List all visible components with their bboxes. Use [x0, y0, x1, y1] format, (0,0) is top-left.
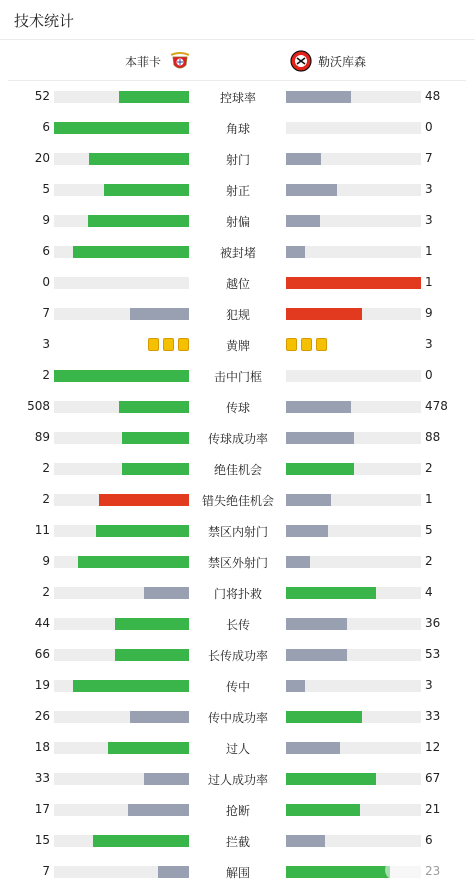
- away-stat-bar: [286, 153, 421, 165]
- home-stat-bar-fill: [96, 525, 189, 537]
- stat-label: 长传: [225, 618, 250, 632]
- yellow-card-icon: [316, 338, 327, 351]
- stat-row: [0, 639, 475, 670]
- home-stat-bar: [54, 91, 189, 103]
- home-stat-bar-fill: [130, 308, 189, 320]
- away-stat-value: 0: [425, 120, 433, 134]
- yellow-card-icon: [301, 338, 312, 351]
- away-stat-value: 1: [425, 244, 433, 258]
- home-stat-value: 18: [34, 740, 50, 754]
- away-stat-bar-fill: [286, 742, 340, 754]
- home-stat-value: 44: [34, 616, 50, 630]
- away-stat-bar-fill: [286, 556, 310, 568]
- home-stat-bar: [54, 649, 189, 661]
- home-stat-value: 508: [27, 399, 50, 413]
- home-stat-value: 9: [42, 213, 50, 227]
- home-stat-bar-fill: [128, 804, 189, 816]
- away-stat-bar: [286, 308, 421, 320]
- away-stat-value: 67: [425, 771, 441, 785]
- away-stat-value: 3: [425, 213, 433, 227]
- away-stat-bar: [286, 556, 421, 568]
- away-stat-bar: [286, 773, 421, 785]
- home-stat-bar: [54, 556, 189, 568]
- away-stat-bar: [286, 215, 421, 227]
- home-stat-value: 52: [34, 89, 50, 103]
- stat-row: [0, 763, 475, 794]
- home-stat-bar-fill: [122, 432, 190, 444]
- home-stat-bar: [54, 401, 189, 413]
- away-stat-bar-fill: [286, 587, 376, 599]
- stat-row: [0, 794, 475, 825]
- yellow-card-icon: [178, 338, 189, 351]
- yellow-card-icon: [148, 338, 159, 351]
- away-stat-value: 478: [425, 399, 448, 413]
- home-stat-bar: [54, 370, 189, 382]
- away-stat-bar-fill: [286, 463, 354, 475]
- home-stat-bar: [54, 432, 189, 444]
- home-stat-bar: [54, 277, 189, 289]
- home-stat-bar-fill: [88, 215, 189, 227]
- away-stat-bar-fill: [286, 804, 360, 816]
- away-stat-bar: [286, 618, 421, 630]
- home-stat-bar: [54, 711, 189, 723]
- stat-row: [0, 236, 475, 267]
- stat-row: [0, 422, 475, 453]
- away-stat-bar: [286, 401, 421, 413]
- leverkusen-crest-icon: [290, 50, 312, 72]
- home-stat-value: 2: [42, 492, 50, 506]
- home-stat-bar-fill: [73, 246, 189, 258]
- stat-row: [0, 112, 475, 143]
- away-stat-bar: [286, 91, 421, 103]
- stat-row: [0, 267, 475, 298]
- home-stat-bar: [54, 804, 189, 816]
- home-team[interactable]: [125, 50, 191, 72]
- home-stat-value: 6: [42, 244, 50, 258]
- yellow-card-icon: [163, 338, 174, 351]
- away-stat-bar: [286, 494, 421, 506]
- home-stat-bar: [54, 308, 189, 320]
- home-yellow-cards: [148, 338, 189, 351]
- home-stat-bar: [54, 525, 189, 537]
- away-stat-bar-fill: [286, 866, 390, 878]
- home-stat-bar-fill: [144, 587, 189, 599]
- stat-label: 拦截: [225, 835, 250, 849]
- away-stat-bar: [286, 835, 421, 847]
- home-stat-bar-fill: [89, 153, 189, 165]
- away-stat-bar-fill: [286, 215, 320, 227]
- home-stat-value: 11: [34, 523, 50, 537]
- home-stat-bar: [54, 153, 189, 165]
- away-stat-bar-fill: [286, 401, 351, 413]
- away-stat-bar-fill: [286, 153, 321, 165]
- home-stat-value: 33: [34, 771, 50, 785]
- home-stat-bar: [54, 122, 189, 134]
- stat-row: [0, 484, 475, 515]
- away-stat-value: 7: [425, 151, 433, 165]
- stat-row: [0, 329, 475, 360]
- away-stat-value: 88: [425, 430, 441, 444]
- away-stat-bar-fill: [286, 618, 347, 630]
- away-team[interactable]: [290, 50, 366, 72]
- watermark: [385, 860, 465, 880]
- home-stat-bar-fill: [108, 742, 189, 754]
- home-stat-bar-fill: [115, 649, 189, 661]
- away-stat-bar: [286, 246, 421, 258]
- stat-row: [0, 577, 475, 608]
- stat-row: [0, 732, 475, 763]
- benfica-crest-icon: [169, 50, 191, 72]
- home-stat-value: 26: [34, 709, 50, 723]
- stat-label: 传球成功率: [207, 432, 268, 446]
- away-stat-value: 3: [425, 337, 433, 351]
- stat-label: 过人成功率: [207, 773, 268, 787]
- home-stat-value: 0: [42, 275, 50, 289]
- home-stat-bar: [54, 742, 189, 754]
- stat-label: 被封堵: [219, 246, 256, 260]
- away-stat-bar-fill: [286, 649, 347, 661]
- home-stat-value: 19: [34, 678, 50, 692]
- away-stat-value: 1: [425, 492, 433, 506]
- home-team-name: 本菲卡: [125, 54, 162, 69]
- away-stat-value: 2: [425, 554, 433, 568]
- home-stat-value: 17: [34, 802, 50, 816]
- away-stat-value: 4: [425, 585, 433, 599]
- away-stat-bar: [286, 680, 421, 692]
- away-stat-bar: [286, 184, 421, 196]
- away-stat-bar-fill: [286, 494, 331, 506]
- stat-label: 解围: [225, 866, 250, 880]
- home-stat-value: 89: [34, 430, 50, 444]
- away-stat-value: 3: [425, 182, 433, 196]
- stat-label: 传中: [225, 680, 250, 694]
- home-stat-value: 20: [34, 151, 50, 165]
- stat-label: 门将扑救: [213, 587, 262, 601]
- home-stat-value: 7: [42, 306, 50, 320]
- away-stat-value: 12: [425, 740, 441, 754]
- stat-row: [0, 670, 475, 701]
- home-stat-value: 9: [42, 554, 50, 568]
- stat-row: [0, 174, 475, 205]
- stat-label: 抢断: [225, 804, 250, 818]
- stat-label: 传中成功率: [207, 711, 268, 725]
- away-stat-bar: [286, 711, 421, 723]
- home-stat-bar-fill: [104, 184, 189, 196]
- away-stat-bar-fill: [286, 308, 362, 320]
- home-stat-bar-fill: [122, 463, 190, 475]
- stat-label: 绝佳机会: [213, 463, 262, 477]
- away-stat-bar: [286, 649, 421, 661]
- away-stat-bar: [286, 122, 421, 134]
- away-stat-bar: [286, 370, 421, 382]
- header: [0, 0, 475, 40]
- away-stat-value: 1: [425, 275, 433, 289]
- home-stat-bar-fill: [130, 711, 189, 723]
- stat-label: 击中门框: [213, 370, 262, 384]
- stat-label: 长传成功率: [207, 649, 268, 663]
- away-stat-value: 0: [425, 368, 433, 382]
- stat-label: 传球: [225, 401, 250, 415]
- teams-bar: [8, 41, 466, 81]
- stat-label: 错失绝佳机会: [201, 494, 274, 508]
- away-stat-bar: [286, 742, 421, 754]
- away-stat-bar-fill: [286, 835, 325, 847]
- page-title: 技术统计: [14, 12, 75, 30]
- away-team-name: 勒沃库森: [318, 54, 367, 69]
- home-stat-value: 15: [34, 833, 50, 847]
- away-stat-bar: [286, 525, 421, 537]
- home-stat-value: 6: [42, 120, 50, 134]
- away-stat-bar: [286, 432, 421, 444]
- away-stat-value: 5: [425, 523, 433, 537]
- home-stat-bar-fill: [158, 866, 189, 878]
- home-stat-bar: [54, 866, 189, 878]
- stat-label: 过人: [225, 742, 250, 756]
- home-stat-bar: [54, 246, 189, 258]
- away-stat-value: 3: [425, 678, 433, 692]
- stat-row: [0, 701, 475, 732]
- home-stat-bar-fill: [144, 773, 189, 785]
- stat-label: 黄牌: [225, 339, 250, 353]
- stat-label: 射门: [225, 153, 250, 167]
- away-yellow-cards: [286, 338, 327, 351]
- stat-row: [0, 515, 475, 546]
- away-stat-bar: [286, 587, 421, 599]
- home-stat-value: 2: [42, 368, 50, 382]
- away-stat-value: 6: [425, 833, 433, 847]
- stat-row: [0, 81, 475, 112]
- away-stat-bar-fill: [286, 773, 376, 785]
- stat-label: 射正: [225, 184, 250, 198]
- home-stat-value: 3: [42, 337, 50, 351]
- stat-label: 越位: [225, 277, 250, 291]
- stat-label: 犯规: [225, 308, 250, 322]
- stat-row: [0, 453, 475, 484]
- stat-row: [0, 143, 475, 174]
- stat-row: [0, 298, 475, 329]
- away-stat-bar-fill: [286, 184, 337, 196]
- away-stat-bar-fill: [286, 432, 354, 444]
- away-stat-value: 33: [425, 709, 441, 723]
- home-stat-value: 5: [42, 182, 50, 196]
- away-stat-bar: [286, 804, 421, 816]
- home-stat-bar: [54, 494, 189, 506]
- home-stat-bar: [54, 618, 189, 630]
- stat-row: [0, 391, 475, 422]
- away-stat-bar-fill: [286, 525, 328, 537]
- home-stat-value: 7: [42, 864, 50, 878]
- away-stat-value: 48: [425, 89, 441, 103]
- away-stat-value: 36: [425, 616, 441, 630]
- home-stat-bar-fill: [115, 618, 189, 630]
- home-stat-value: 66: [34, 647, 50, 661]
- home-stat-bar: [54, 184, 189, 196]
- stat-row: [0, 546, 475, 577]
- home-stat-bar-fill: [54, 122, 189, 134]
- away-stat-value: 2: [425, 461, 433, 475]
- home-stat-bar-fill: [93, 835, 189, 847]
- home-stat-bar-fill: [119, 401, 189, 413]
- stat-label: 禁区内射门: [207, 525, 268, 539]
- stat-row: [0, 205, 475, 236]
- home-stat-value: 2: [42, 461, 50, 475]
- stat-label: 射偏: [225, 215, 250, 229]
- home-stat-bar-fill: [54, 370, 189, 382]
- stat-label: 控球率: [219, 91, 256, 105]
- yellow-card-icon: [286, 338, 297, 351]
- away-stat-value: 21: [425, 802, 441, 816]
- away-stat-value: 53: [425, 647, 441, 661]
- home-stat-bar-fill: [78, 556, 189, 568]
- away-stat-value: 9: [425, 306, 433, 320]
- home-stat-bar: [54, 215, 189, 227]
- home-stat-bar: [54, 680, 189, 692]
- stat-row: [0, 360, 475, 391]
- home-stat-value: 2: [42, 585, 50, 599]
- away-stat-bar-fill: [286, 91, 351, 103]
- home-stat-bar: [54, 773, 189, 785]
- stat-label: 角球: [225, 122, 250, 136]
- away-stat-bar-fill: [286, 711, 362, 723]
- away-stat-bar: [286, 463, 421, 475]
- stat-row: [0, 608, 475, 639]
- away-stat-bar-fill: [286, 680, 305, 692]
- home-stat-bar-fill: [73, 680, 189, 692]
- away-stat-bar-fill: [286, 246, 305, 258]
- home-stat-bar: [54, 463, 189, 475]
- home-stat-bar: [54, 587, 189, 599]
- home-stat-bar-fill: [119, 91, 189, 103]
- away-stat-bar: [286, 277, 421, 289]
- stat-row: [0, 825, 475, 856]
- stat-label: 禁区外射门: [207, 556, 268, 570]
- home-stat-bar: [54, 835, 189, 847]
- home-stat-bar-fill: [99, 494, 189, 506]
- away-stat-bar-fill: [286, 277, 421, 289]
